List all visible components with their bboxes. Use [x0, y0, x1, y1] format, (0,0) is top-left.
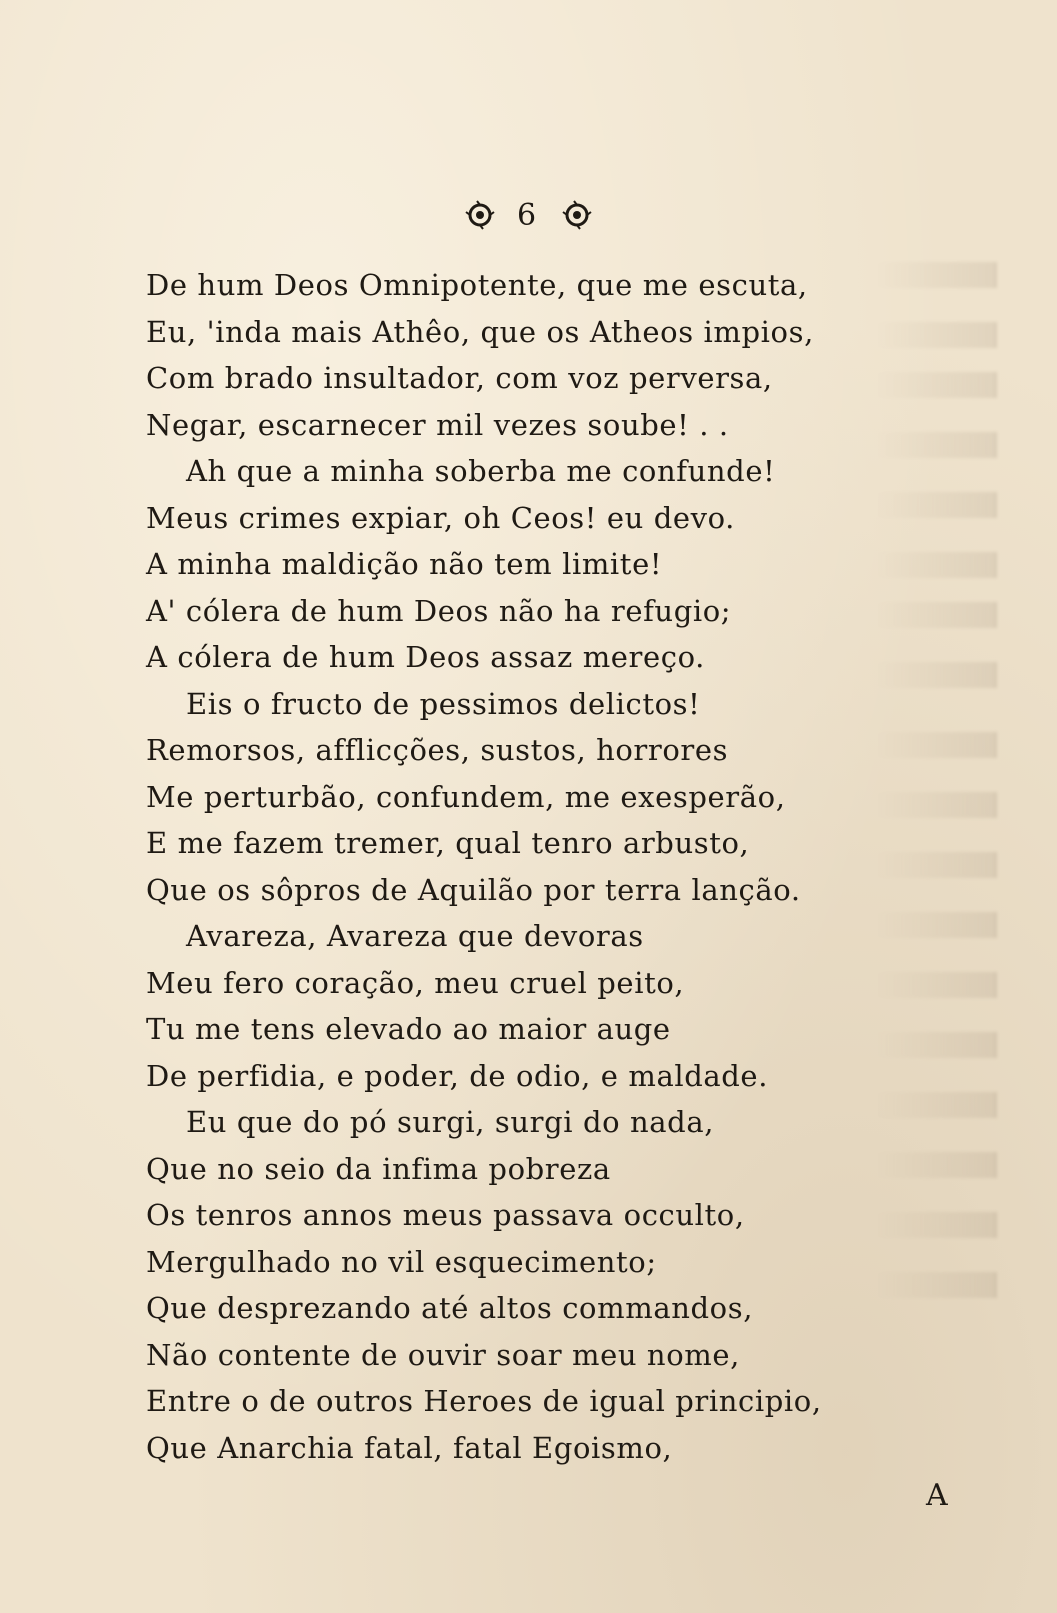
verse-line: Entre o de outros Heroes de igual principio, [146, 1384, 822, 1418]
poem-text [146, 262, 926, 1471]
verse-line: Que Anarchia fatal, fatal Egoismo, [146, 1430, 673, 1465]
fleuron-left-icon [465, 200, 495, 230]
verse-line: Eis o fructo de pessimos delictos! [186, 686, 701, 721]
verse-line: A cólera de hum Deos assaz mereço. [146, 640, 705, 674]
verse-line: Ah que a minha soberba me confunde! [186, 454, 776, 488]
verse-line: Que os sôpros de Aquilão por terra lanção. [146, 872, 801, 907]
verse-line: Com brado insultador, com voz perversa, [146, 361, 773, 395]
verse-line: Meu fero coração, meu cruel peito, [146, 965, 685, 1000]
verse-line: Negar, escarnecer mil vezes soube! . . [146, 407, 729, 442]
verse-line: E me fazem tremer, qual tenro arbusto, [146, 826, 750, 860]
verse-line: A' cólera de hum Deos não ha refugio; [146, 593, 732, 628]
verse-line: A minha maldição não tem limite! [146, 547, 663, 581]
verse-line: Remorsos, afflicções, sustos, horrores [146, 733, 729, 767]
verse-line: Os tenros annos meus passava occulto, [146, 1198, 745, 1232]
verse-line: Meus crimes expiar, oh Ceos! eu devo. [146, 500, 735, 535]
verse-line: Eu que do pó surgi, surgi do nada, [186, 1105, 715, 1139]
verse-line: Tu me tens elevado ao maior auge [146, 1012, 671, 1046]
verse-line: Me perturbão, confundem, me exesperão, [146, 779, 786, 814]
verse-line: Eu, 'inda mais Athêo, que os Atheos impios, [146, 314, 814, 349]
verse-line: Não contente de ouvir soar meu nome, [146, 1337, 740, 1372]
page-header [0, 196, 1057, 233]
fleuron-right-icon [562, 200, 592, 230]
verse-line: Mergulhado no vil esquecimento; [146, 1244, 657, 1279]
page-number: 6 [516, 197, 541, 233]
catchword: A [926, 1478, 948, 1513]
verse-line: De perfidia, e poder, de odio, e maldade. [146, 1058, 769, 1093]
verse-line: Que desprezando até altos commandos, [146, 1291, 754, 1325]
verse-line: Que no seio da infima pobreza [146, 1151, 611, 1186]
verse-line: De hum Deos Omnipotente, que me escuta, [146, 268, 808, 302]
verse-line: Avareza, Avareza que devoras [186, 919, 644, 953]
